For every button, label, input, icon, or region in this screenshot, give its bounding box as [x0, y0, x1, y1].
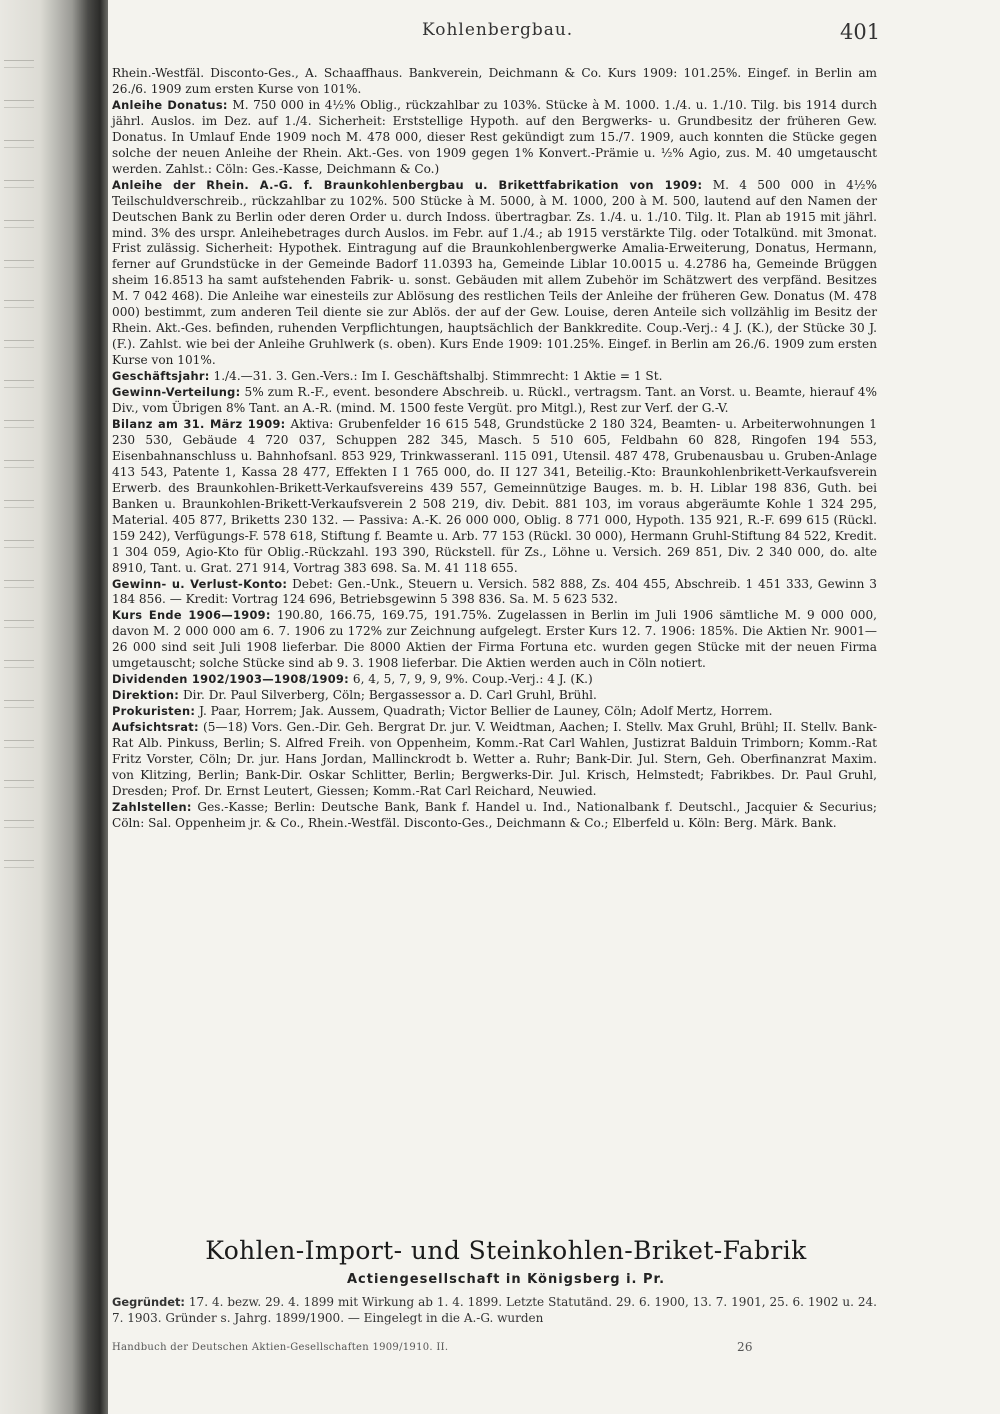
paragraph-aufsichtsrat: Aufsichtsrat: (5—18) Vors. Gen.-Dir. Geh. Bergrat Dr. jur. V. Weidtman, Aachen; I. Stellv. Max Gruhl, Brühl; II. Stellv. Bank-Rat Alb. Pinkuss, Berlin; S. Alfred Freih. von Oppenheim, Komm.-Rat Carl Wahlen, Justizrat Balduin Trimborn; Komm.-Rat Fritz Vorster, Cöln; Dr. jur. Hans Jordan, Mallinckrodt b. Wetter a. Ruhr; Bank-Dir. Jul. Stern, Geh. Oberfinanzrat Maxim. von Klitzing, Berlin; Bank-Dir. Oskar Schlitter, Berlin; Bergwerks-Dir. Jul. Krisch, Helmstedt; Fabrikbes. Dr. Paul Gruhl, Dresden; Prof. Dr. Ernst Leutert, Giessen; Komm.-Rat Carl Reichard, Neuwied. — [112, 720, 877, 798]
paragraph-prokuristen: Prokuristen: J. Paar, Horrem; Jak. Aussem, Quadrath; Victor Bellier de Launey, Cöln; Adolf Mertz, Horrem. — [112, 704, 773, 719]
paragraph-zahlstellen: Zahlstellen: Ges.-Kasse; Berlin: Deutsche Bank, Bank f. Handel u. Ind., Nationalbank f. Deutschl., Jacquier & Securius; Cöln: Sal. Oppenheim jr. & Co., Rhein.-Westfäl. Disconto-Ges., Deichmann & Co.; Elberfeld u. Köln: Berg. Märk. Bank. — [112, 799, 877, 830]
paragraph-anleihe-1909: Anleihe der Rhein. A.-G. f. Braunkohlenbergbau u. Brikettfabrikation von 1909: M. 4 500 000 in 4½% Teilschuldverschreib., rückzahlbar zu 102%. 500 Stücke à M. 5000, à M. 1000, 200 à M. 500, lautend auf den Namen der Deutschen Bank zu Berlin oder deren Order u. durch Indoss. übertragbar. Zs. 1./4. u. 1./10. Tilg. lt. Plan ab 1915 mit jährl. mind. 3% des urspr. Anleihebetrages durch Auslos. im Febr. auf 1./4.; ab 1915 verstärkte Tilg. oder Totalkünd. mit 3monat. Frist zulässig. Sicherheit: Hypothek. Eintragung auf die Braunkohlenbergwerke Amalia-Erweiterung, Donatus, Hermann, ferner auf Grundstücke in der Gemeinde Badorf 11.0393 ha, Gemeinde Liblar 10.0015 u. 4.2786 ha, Gemeinde Brüggen sheim 16.8513 ha samt aufstehenden Fabrik- u. sonst. Gebäuden mit allem Zubehör im Schätzwert des verpfänd. Besitzes M. 7 042 468). Die Anleihe war einesteils zur Ablösung des restlichen Teils der Anleihe der früheren Gew. Donatus (M. 478 000) bestimmt, zum anderen Teil diente sie zur Ablös. der auf der Gew. Louise, deren Anteile sich vollzählig im Besitz der Rhein. Akt.-Ges. befinden, ruhenden Verpflichtungen, hauptsächlich der Bankkredite. Coup.-Verj.: 4 J. (K.), der Stücke 30 J. (F.). Zahlst. wie bei der Anleihe Gruhlwerk (s. oben). Kurs Ende 1909: 101.25%. Eingef. in Berlin am 26./6. 1909 zum ersten Kurse von 101%. — [112, 177, 877, 368]
company-subtitle: Actiengesellschaft in Königsberg i. Pr. — [346, 1272, 666, 1287]
page-number: 401 — [840, 20, 881, 44]
signature-mark: 26 — [737, 1340, 753, 1354]
paragraph-kurs: Kurs Ende 1906—1909: 190.80, 166.75, 169.75, 191.75%. Zugelassen in Berlin im Juli 1906 sämtliche M. 9 000 000, davon M. 2 000 000 am 6. 7. 1906 zu 172% zur Zeichnung aufgelegt. Erster Kurs 12. 7. 1906: 185%. Die Aktien Nr. 9001—26 000 sind seit Juli 1908 lieferbar. Die 8000 Aktien der Firma Fortuna etc. wurden gegen Stücke mit der neuen Firma umgetauscht; solche Stücke sind ab 9. 3. 1908 lieferbar. Die Aktien werden auch in Cöln notiert. — [112, 608, 878, 671]
paragraph-dividenden: Dividenden 1902/1903—1908/1909: 6, 4, 5, 7, 9, 9, 9%. Coup.-Verj.: 4 J. (K.) — [112, 672, 593, 687]
paragraph-anleihe-donatus: Anleihe Donatus: M. 750 000 in 4½% Oblig., rückzahlbar zu 103%. Stücke à M. 1000. 1./4. u. 1./10. Tilg. bis 1914 durch jährl. Auslos. im Dez. auf 1./4. Sicherheit: Erststellige Hypoth. auf den Bergwerks- u. Grundbesitz der früheren Gew. Donatus. In Umlauf Ende 1909 noch M. 478 000, dieser Rest gekündigt zum 15./7. 1909, auch konnten die Stücke gegen solche der neuen Anleihe der Rhein. Akt.-Ges. von 1909 gegen 1% Konvert.-Prämie u. ½% Agio, zus. M. 40 umgetauscht werden. Zahlst.: Cöln: Ges.-Kasse, Deichmann & Co.) — [112, 97, 877, 176]
footer-source: Handbuch der Deutschen Aktien-Gesellschaften 1909/1910. II. — [112, 1342, 449, 1353]
page-footer — [112, 1342, 877, 1353]
paragraph-gewinn-verteilung: Gewinn-Verteilung: 5% zum R.-F., event. besondere Abschreib. u. Rückl., vertragsm. Tant. an Vorst. u. Beamte, hierauf 4% Div., vom Übrigen 8% Tant. an A.-R. (mind. M. 1500 feste Vergüt. pro Mitgl.), Rest zur Verf. der G.-V. — [112, 385, 877, 416]
paragraph-gewinn-verlust: Gewinn- u. Verlust-Konto: Debet: Gen.-Unk., Steuern u. Versich. 582 888, Zs. 404 455, Abschreib. 1 451 333, Gewinn 3 184 856. — Kredit: Vortrag 124 696, Betriebsgewinn 5 398 836. Sa. M. 5 623 532. — [112, 576, 877, 607]
previous-page-edge — [0, 40, 40, 1340]
body-text — [112, 66, 877, 832]
running-header: Kohlenbergbau. — [422, 20, 574, 40]
paragraph-direktion: Direktion: Dir. Dr. Paul Silverberg, Cöln; Bergassessor a. D. Carl Gruhl, Brühl. — [112, 688, 597, 703]
paragraph-gegruendet: Gegründet: 17. 4. bezw. 29. 4. 1899 mit Wirkung ab 1. 4. 1899. Letzte Statutänd. 29. 6. 1900, 13. 7. 1901, 25. 6. 1902 u. 24. 7. 1903. Gründer s. Jahrg. 1899/1900. — Eingelegt in die A.-G. wurden — [112, 1295, 877, 1325]
paragraph-geschaeftsjahr: Geschäftsjahr: 1./4.—31. 3. Gen.-Vers.: Im I. Geschäftshalbj. Stimmrecht: 1 Aktie = 1 St. — [112, 369, 663, 384]
paragraph-bilanz: Bilanz am 31. März 1909: Aktiva: Grubenfelder 16 615 548, Grundstücke 2 180 324, Beamten- u. Arbeiterwohnungen 1 230 530, Gebäude 4 720 037, Schuppen 282 345, Masch. 5 510 605, Feldbahn 60 828, Ringofen 194 553, Eisenbahnanschluss u. Bahnhofsanl. 853 929, Trinkwasseranl. 115 091, Utensil. 487 478, Grubenausbau u. Gruben-Anlage 413 543, Patente 1, Kassa 28 477, Effekten I 1 765 000, do. II 127 341, Beteilig.-Kto: Braunkohlenbrikett-Verkaufsverein Erwerb. des Braunkohlen-Brikett-Verkaufsvereins 439 557, Gemeinnützige Bauges. m. b. H. Liblar 198 836, Guth. bei Banken u. Braunkohlen-Brikett-Verkaufsverein 2 508 219, div. Debit. 881 103, im voraus abgeräumte Kohle 1 324 295, Material. 405 877, Briketts 230 132. — Passiva: A.-K. 26 000 000, Oblig. 8 771 000, Hypoth. 135 921, R.-F. 699 615 (Rückl. 159 242), Verfügungs-F. 578 618, Stiftung f. Beamte u. Arb. 77 153 (Rückl. 30 000), Hermann Gruhl-Stiftung 84 522, Kredit. 1 304 059, Agio-Kto für Oblig.-Rückzahl. 193 390, Rückstell. für Zs., Löhne u. Versich. 269 851, Div. 2 340 000, do. alte 8910, Tant. u. Grat. 271 914, Vortrag 383 698. Sa. M. 41 118 655. — [112, 416, 877, 575]
company-title: Kohlen-Import- und Steinkohlen-Briket-Fabrik — [205, 1236, 807, 1265]
document-page — [112, 0, 990, 1414]
paragraph-continued: Rhein.-Westfäl. Disconto-Ges., A. Schaaffhaus. Bankverein, Deichmann & Co. Kurs 1909: 101.25%. Eingef. in Berlin am 26./6. 1909 zum ersten Kurse von 101%. — [112, 66, 877, 96]
book-binding-shadow — [0, 0, 108, 1414]
